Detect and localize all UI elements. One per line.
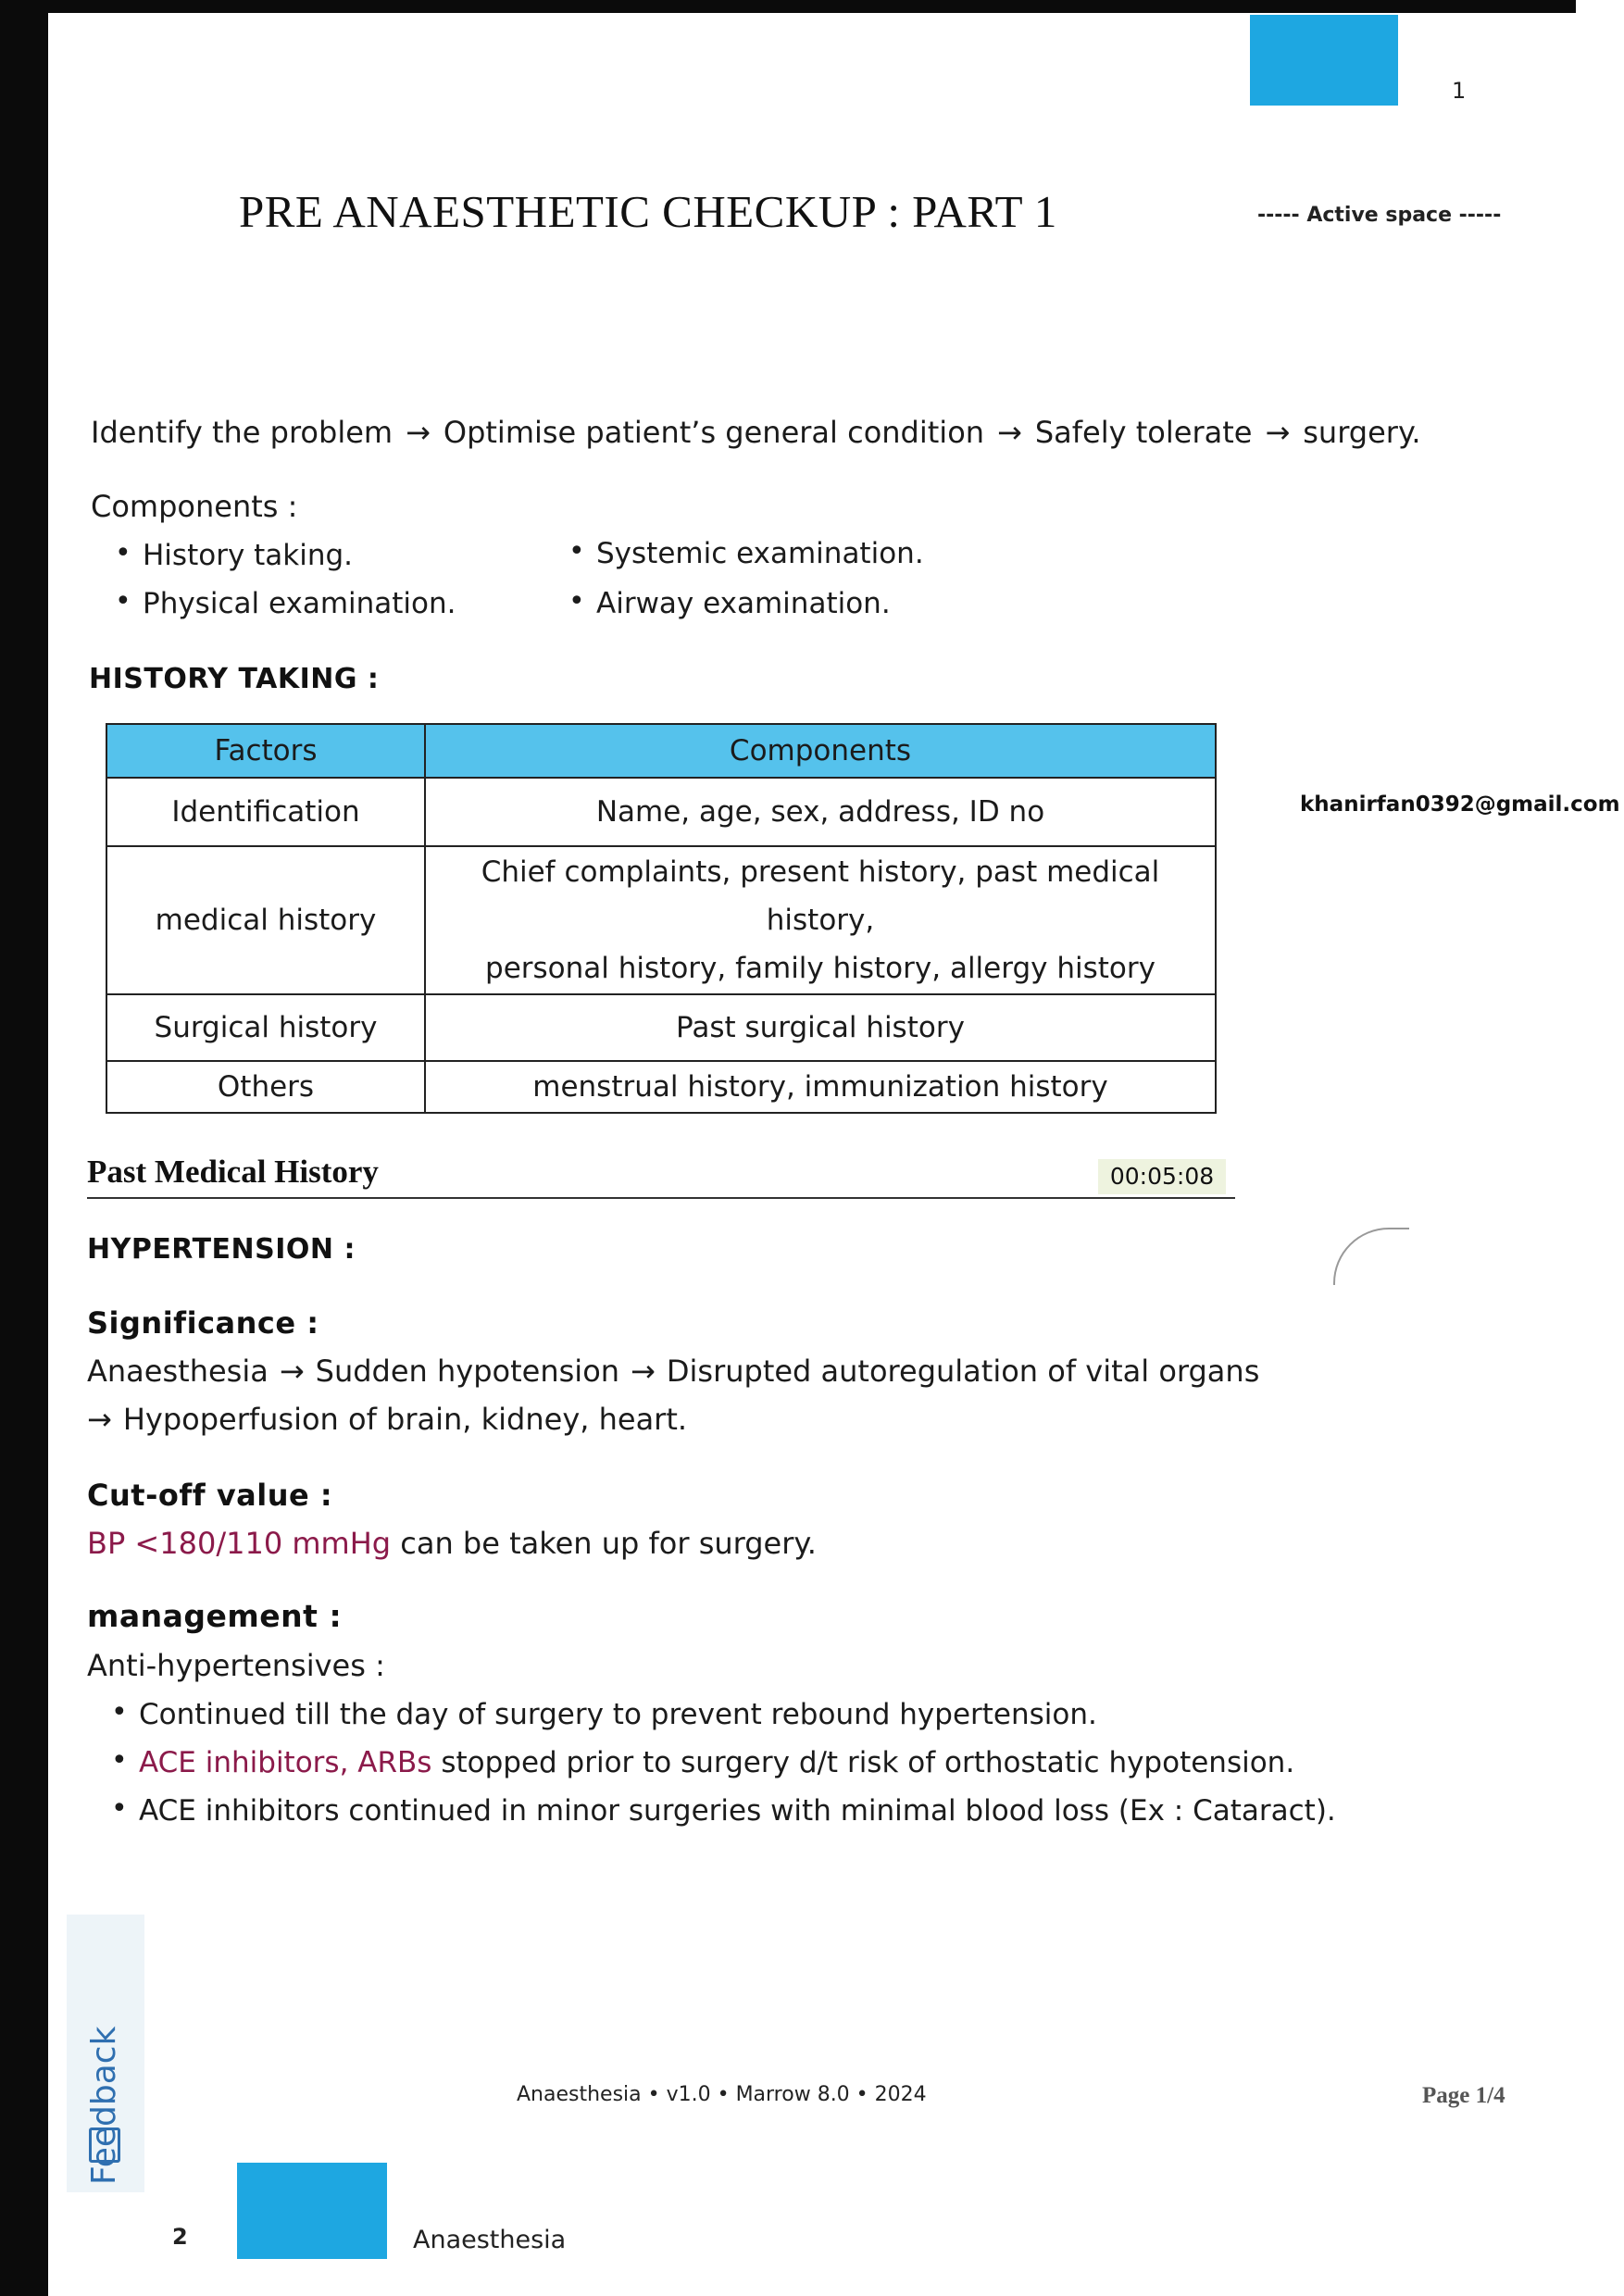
history-taking-heading: HISTORY TAKING : [89,663,380,695]
scan-top-edge [48,0,1576,13]
components-cell: Past surgical history [425,994,1216,1061]
table-row [106,778,1216,846]
feedback-icon[interactable] [89,2128,120,2163]
factor-cell: Identification [106,778,425,846]
bottom-page-number: 2 [172,2224,188,2250]
significance-line-1 [87,1354,1259,1389]
bullet-text: ACE inhibitors continued in minor surgeries with minimal blood loss (Ex : Cataract). [139,1794,1336,1828]
footer-text: Anaesthesia • v1.0 • Marrow 8.0 • 2024 [517,2083,927,2106]
arrow-icon: → [87,1402,112,1437]
cutoff-label: Cut-off value : [87,1478,333,1513]
significance-step: Disrupted autoregulation of vital organs [666,1354,1260,1389]
flow-step-2: Optimise patient’s general condition [443,415,985,450]
components-cell: Name, age, sex, address, ID no [425,778,1216,846]
page-indicator: Page 1/4 [1422,2083,1505,2108]
page-title: PRE ANAESTHETIC CHECKUP : PART 1 [239,186,1057,237]
management-bullet [139,1698,1097,1731]
scan-left-edge [0,0,48,2296]
significance-step: Sudden hypotension [315,1354,620,1389]
components-line: Chief complaints, present history, past medical history, [481,855,1160,937]
bullet-text: Continued till the day of surgery to prevent rebound hypertension. [139,1698,1097,1731]
anti-hypertensives-label: Anti-hypertensives : [87,1648,385,1683]
video-timestamp[interactable]: 00:05:08 [1098,1159,1226,1194]
components-cell [425,846,1216,994]
significance-label: Significance : [87,1305,319,1341]
significance-step: Anaesthesia [87,1354,269,1389]
table-header-row [106,724,1216,778]
email-watermark: khanirfan0392@gmail.com [1300,792,1620,817]
feedback-label[interactable]: Feedback [85,2026,123,2185]
component-item: • Systemic examination. [596,537,924,570]
components-cell: menstrual history, immunization history [425,1061,1216,1113]
arrow-icon: → [406,415,431,450]
significance-step: Hypoperfusion of brain, kidney, heart. [122,1402,688,1437]
flow-step-1: Identify the problem [91,415,394,450]
components-label: Components : [91,489,298,524]
management-bullet [139,1746,1294,1779]
table-row [106,994,1216,1061]
management-label: management : [87,1598,343,1634]
factor-cell: Others [106,1061,425,1113]
table-row [106,846,1216,994]
flow-line [91,415,1421,450]
factor-cell: Surgical history [106,994,425,1061]
component-item: • Airway examination. [596,587,891,620]
significance-line-2 [87,1402,687,1437]
cutoff-value: BP <180/110 mmHg [87,1526,392,1561]
top-page-number: 1 [1452,78,1467,104]
column-header-factors: Factors [106,724,425,778]
history-table [106,723,1217,1114]
cutoff-line [87,1526,817,1561]
table-row [106,1061,1216,1113]
arrow-icon: → [1265,415,1291,450]
column-header-components: Components [425,724,1216,778]
bullet-text: stopped prior to surgery d/t risk of orthostatic hypotension. [441,1746,1295,1779]
active-space-label: ----- Active space ----- [1257,204,1502,227]
arrow-icon: → [631,1354,656,1389]
component-item: • Physical examination. [143,587,456,620]
cutoff-text: can be taken up for surgery. [400,1526,817,1561]
components-line: personal history, family history, allergy history [485,952,1156,985]
management-bullet [139,1794,1336,1828]
bottom-blue-tab [237,2163,387,2259]
pen-mark [1333,1228,1409,1285]
hypertension-heading: HYPERTENSION : [87,1233,356,1266]
section-divider [87,1197,1235,1199]
flow-step-4: surgery. [1303,415,1421,450]
top-blue-tab [1250,15,1398,106]
arrow-icon: → [279,1354,305,1389]
factor-cell: medical history [106,846,425,994]
bullet-lead: ACE inhibitors, ARBs [139,1746,432,1779]
arrow-icon: → [997,415,1022,450]
component-item: • History taking. [143,539,353,572]
flow-step-3: Safely tolerate [1034,415,1253,450]
section-title: Past Medical History [87,1154,379,1190]
bottom-subject-label: Anaesthesia [413,2226,567,2254]
